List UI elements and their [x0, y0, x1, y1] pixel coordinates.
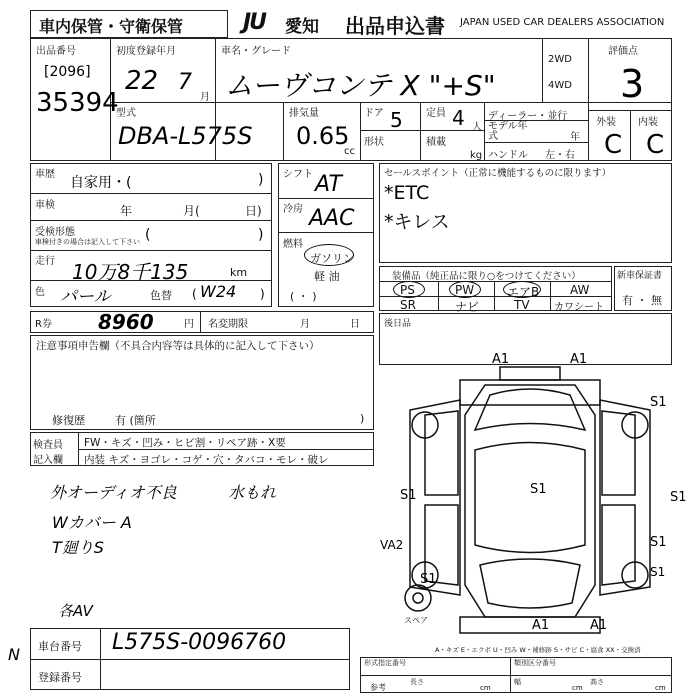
equip-airbag: エアB	[507, 285, 540, 299]
document-title: 出品申込書	[345, 14, 445, 38]
mileage-label: 走行	[35, 256, 55, 267]
model-name: ムーヴコンテ X "+S"	[225, 69, 496, 102]
exterior-label: 外装	[596, 117, 616, 128]
notes-label: 注意事項申告欄（不具合内容等は具体的に記入して下さい）	[36, 340, 320, 352]
drive-2wd: 2WD	[548, 54, 572, 65]
type-value: DBA-L575S	[118, 122, 253, 150]
receipt-close: )	[258, 227, 264, 243]
load-unit: kg	[470, 150, 483, 161]
sales-point-2: *キレス	[384, 211, 450, 233]
repair-close: )	[360, 412, 365, 425]
equip-sr: SR	[400, 298, 416, 312]
chassis-value: L575S-0096760	[112, 630, 287, 655]
org-name: 愛知	[285, 17, 319, 37]
receipt-note: 車検付きの場合は記入して下さい	[35, 238, 140, 246]
mark-rear-extra: S1	[650, 565, 666, 579]
name-change-day: 日	[350, 319, 360, 330]
receipt-label: 受検形態	[35, 227, 75, 238]
load-label: 積載	[426, 137, 446, 148]
mark-right-front: S1	[650, 395, 667, 410]
new-warranty-options: 有 ・ 無	[622, 294, 662, 307]
sales-point-2-text: キレス	[393, 211, 450, 233]
inspector-note-3: Wカバー A	[52, 513, 132, 532]
mark-front-left: A1	[492, 352, 510, 367]
model-label: 車名・グレード	[221, 46, 291, 57]
storage-stamp	[30, 10, 228, 38]
history-label: 車歴	[35, 169, 55, 180]
shift-value: AT	[315, 172, 342, 197]
damage-legend: A・キズ E・エクボ U・凹み W・補修跡 S・サビ C・腐食 XX・交換済	[435, 646, 641, 654]
color-change-label: 色替	[150, 289, 172, 302]
displacement-label: 排気量	[289, 108, 319, 119]
fuel-paren: ( ・ )	[290, 290, 317, 303]
fuel-gasoline: ガソリン	[310, 252, 354, 265]
fuel-label: 燃料	[283, 239, 303, 250]
class-label: 類別区分番号	[514, 659, 556, 667]
ac-value: AAC	[309, 206, 355, 231]
car-diagram	[380, 355, 680, 645]
inspector-note-2: 水もれ	[228, 483, 277, 502]
ref-label: 参考	[370, 683, 386, 692]
registration-year: 22	[125, 66, 159, 96]
color-label: 色	[35, 287, 45, 298]
equip-pw: PW	[455, 283, 475, 297]
interior-label: 内装	[638, 117, 658, 128]
inspector-note-4: T廻りS	[52, 538, 104, 557]
color-value: パール	[60, 287, 111, 307]
equip-navi: ナビ	[455, 300, 480, 314]
mark-right-rear: S1	[650, 535, 667, 550]
inspector-label-2: 記入欄	[33, 455, 63, 466]
inspector-note-5: 各AV	[58, 602, 93, 620]
equipment-label: 装備品（純正品に限り○をつけてください）	[392, 271, 581, 282]
equip-pw-circle	[449, 281, 481, 298]
model-year-unit: 年	[570, 132, 580, 143]
shape-label: 形状	[364, 137, 384, 148]
lot-number: 35394	[36, 88, 119, 118]
doors-label: ドア	[364, 108, 384, 119]
color-open: (	[192, 287, 197, 301]
capacity-label: 定員	[426, 108, 446, 119]
inspection-label: 車検	[35, 200, 55, 211]
color-code: W24	[200, 282, 237, 301]
next-date-label: 後日品	[384, 319, 412, 329]
mileage-value: 10万8千135	[72, 260, 189, 284]
mark-left-panel: VA2	[380, 538, 404, 552]
registration-month-unit: 月	[200, 92, 210, 103]
equip-ps: PS	[400, 283, 415, 297]
recycle-row	[30, 311, 374, 333]
association-name: JAPAN USED CAR DEALERS ASSOCIATION	[460, 17, 665, 28]
equip-tv: TV	[514, 298, 530, 312]
inspector-interior-items: 内装 キズ・ヨゴレ・コゲ・穴・タバコ・モレ・破レ	[84, 454, 329, 466]
drive-4wd: 4WD	[548, 80, 572, 91]
mileage-unit: km	[230, 266, 248, 279]
new-warranty-label: 新車保証書	[617, 271, 663, 281]
height-label: 高さ	[590, 678, 604, 686]
inspection-month-unit: 月(	[183, 204, 200, 218]
sales-point-1: *ETC	[384, 182, 430, 204]
height-unit: cm	[655, 684, 666, 692]
mark-roof: S1	[530, 482, 547, 497]
width-label: 幅	[514, 678, 521, 686]
repair-value: 有 (箇所	[115, 414, 156, 427]
mark-front-right: A1	[570, 352, 588, 367]
capacity-value: 4	[452, 106, 465, 130]
rating-label: 評価点	[608, 46, 638, 57]
exterior-grade: C	[604, 130, 623, 160]
mark-left-door: S1	[400, 488, 417, 503]
equip-aw: AW	[570, 283, 590, 297]
inspector-exterior-items: FW・キズ・凹み・ヒビ割・リペア跡・X要	[84, 437, 286, 449]
registration-label: 初度登録年月	[116, 46, 176, 57]
spare-label: スペア	[404, 616, 428, 625]
shift-label: シフト	[283, 169, 313, 180]
chassis-label: 車台番号	[38, 640, 82, 653]
mark-right-door: S1	[670, 490, 687, 505]
ju-logo-text: JU	[243, 10, 266, 35]
inspection-day-unit: 日)	[245, 204, 262, 218]
length-label: 長さ	[410, 678, 424, 686]
dealer-label: ディーラー・並行	[488, 111, 568, 122]
lot-sub-number: [2096]	[44, 64, 91, 80]
inspection-year-unit: 年	[120, 204, 133, 218]
registration-number-label: 登録番号	[38, 671, 82, 684]
recycle-label: R券	[35, 319, 52, 330]
name-change-label: 名変期限	[208, 319, 248, 330]
recycle-unit: 円	[184, 319, 194, 330]
storage-stamp-text: 車内保管・守衛保管	[39, 17, 184, 36]
fuel-gasoline-circle	[304, 244, 354, 266]
equip-airbag-circle	[503, 281, 541, 298]
displacement-value: 0.65	[296, 122, 350, 150]
equip-leather-seat: カワシート	[554, 302, 604, 313]
history-value: 自家用・(	[70, 175, 132, 191]
history-close: )	[258, 172, 264, 188]
equip-ps-circle	[393, 281, 425, 298]
capacity-unit: 人	[472, 122, 482, 133]
receipt-open: (	[145, 227, 151, 243]
mark-rear-left: S1	[420, 572, 437, 587]
handle-label: ハンドル	[488, 150, 528, 161]
lot-label: 出品番号	[36, 46, 76, 57]
registration-month: 7	[178, 70, 192, 95]
interior-grade: C	[646, 130, 665, 160]
width-unit: cm	[572, 684, 583, 692]
inspector-note-1: 外オーディオ不良	[50, 483, 177, 502]
handle-options: 左・右	[545, 150, 575, 161]
displacement-unit: cc	[344, 146, 355, 157]
doors-value: 5	[390, 108, 403, 132]
name-change-month: 月	[300, 319, 310, 330]
side-mark: N	[8, 645, 20, 664]
sales-point-1-text: ETC	[393, 182, 430, 204]
type-label: 型式	[116, 108, 136, 119]
cert-label: 形式指定番号	[364, 659, 406, 667]
recycle-value: 8960	[98, 310, 154, 334]
ac-label: 冷房	[283, 204, 303, 215]
mark-rear-bumper-right: A1	[590, 618, 608, 633]
mark-rear-bumper-left: A1	[532, 618, 550, 633]
length-unit: cm	[480, 684, 491, 692]
sales-points-label: セールスポイント（正常に機能するものに限ります）	[384, 168, 612, 179]
inspector-label-1: 検査員	[33, 440, 63, 451]
fuel-diesel: 軽 油	[314, 270, 340, 283]
rating-score: 3	[620, 62, 645, 106]
repair-label: 修復歴	[52, 414, 85, 427]
ju-logo	[243, 10, 281, 36]
model-year-label: モデル年式	[488, 121, 528, 142]
color-close: )	[260, 287, 265, 301]
